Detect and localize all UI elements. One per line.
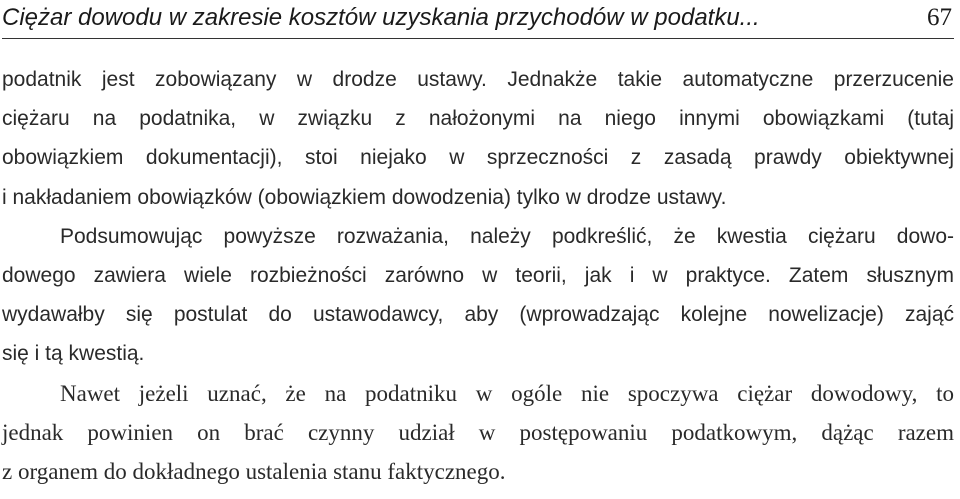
text-line: się i tą kwestią. — [2, 342, 145, 366]
text-line: jednak powinien on brać czynny udział w postępowaniu podatkowym, dążąc razem — [2, 419, 954, 445]
paragraph-2 — [2, 217, 954, 374]
text-line: i nakładaniem obowiązków (obowiązkiem dowodzenia) tylko w drodze ustawy. — [2, 185, 727, 209]
paragraph-1 — [2, 60, 954, 217]
text-line: obowiązkiem dokumentacji), stoi niejako w sprzeczności z zasadą prawdy obiektywnej — [2, 146, 954, 170]
text-line: dowego zawiera wiele rozbieżności zarówno w teorii, jak i w praktyce. Zatem słusznym — [2, 263, 954, 287]
text-line: Nawet jeżeli uznać, że na podatniku w ogóle nie spoczywa ciężar dowodowy, to — [60, 380, 954, 406]
header-title: Ciężar dowodu w zakresie kosztów uzyskania przychodów w podatku... — [2, 4, 760, 31]
running-header — [2, 0, 954, 39]
text-line: z organem do dokładnego ustalenia stanu faktycznego. — [2, 458, 506, 484]
text-line: ciężaru na podatnika, w związku z nałożonymi na niego innymi obowiązkami (tutaj — [2, 107, 954, 131]
text-line: Podsumowując powyższe rozważania, należy podkreślić, że kwestia ciężaru dowo- — [60, 224, 954, 248]
page-number: 67 — [927, 4, 952, 31]
text-line: podatnik jest zobowiązany w drodze ustawy. Jednakże takie automatyczne przerzucenie — [2, 68, 954, 91]
body-text — [2, 60, 954, 491]
text-line: wydawałby się postulat do ustawodawcy, aby (wprowadzając kolejne nowelizacje) zająć — [2, 303, 954, 327]
paragraph-3 — [2, 374, 954, 492]
